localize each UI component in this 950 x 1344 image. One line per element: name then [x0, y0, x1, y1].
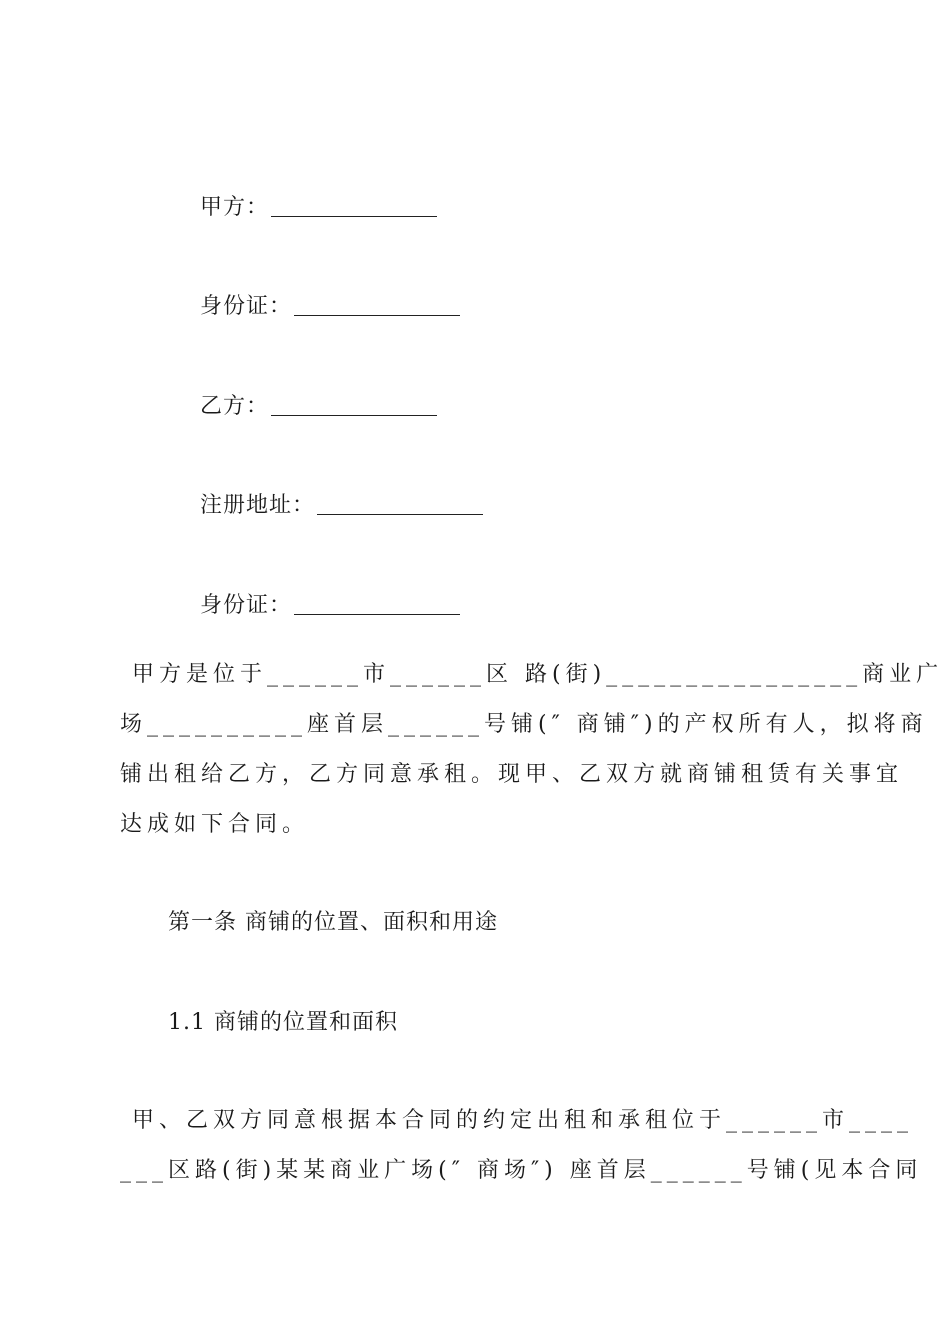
id-b-label: 身份证：	[199, 593, 292, 618]
section-1-1-line: ___区路(街)某某商业广场(″ 商场″) 座首层______号铺(见本合同	[120, 1158, 923, 1183]
section-1-1-line: 甲、乙双方同意根据本合同的约定出租和承租位于______市____	[120, 1108, 913, 1133]
party-a-label: 甲方：	[199, 195, 269, 220]
party-b-field	[168, 362, 437, 452]
id-a-label: 身份证：	[199, 294, 292, 319]
id-b-field	[168, 561, 460, 651]
party-a-blank	[271, 194, 437, 217]
intro-line: 达成如下合同。	[120, 812, 310, 837]
address-blank	[317, 492, 483, 515]
id-a-blank	[294, 293, 460, 316]
intro-line: 场__________座首层______号铺(″ 商铺″)的产权所有人，拟将商	[120, 712, 928, 737]
id-a-field	[168, 262, 460, 352]
address-field	[168, 461, 483, 551]
intro-paragraph	[120, 650, 944, 850]
address-label: 注册地址：	[199, 493, 315, 518]
article-1-title: 第一条 商铺的位置、面积和用途	[168, 910, 498, 935]
party-a-field	[168, 163, 437, 253]
intro-line: 甲方是位于______市______区 路(街)________________商业广	[120, 662, 944, 687]
party-b-label: 乙方：	[199, 394, 269, 419]
intro-line: 铺出租给乙方，乙方同意承租。现甲、乙双方就商铺租赁有关事宜	[120, 762, 904, 787]
section-1-1-title: 1.1 商铺的位置和面积	[168, 1010, 398, 1035]
id-b-blank	[294, 592, 460, 615]
section-1-1-paragraph	[120, 1096, 923, 1196]
party-b-blank	[271, 393, 437, 416]
